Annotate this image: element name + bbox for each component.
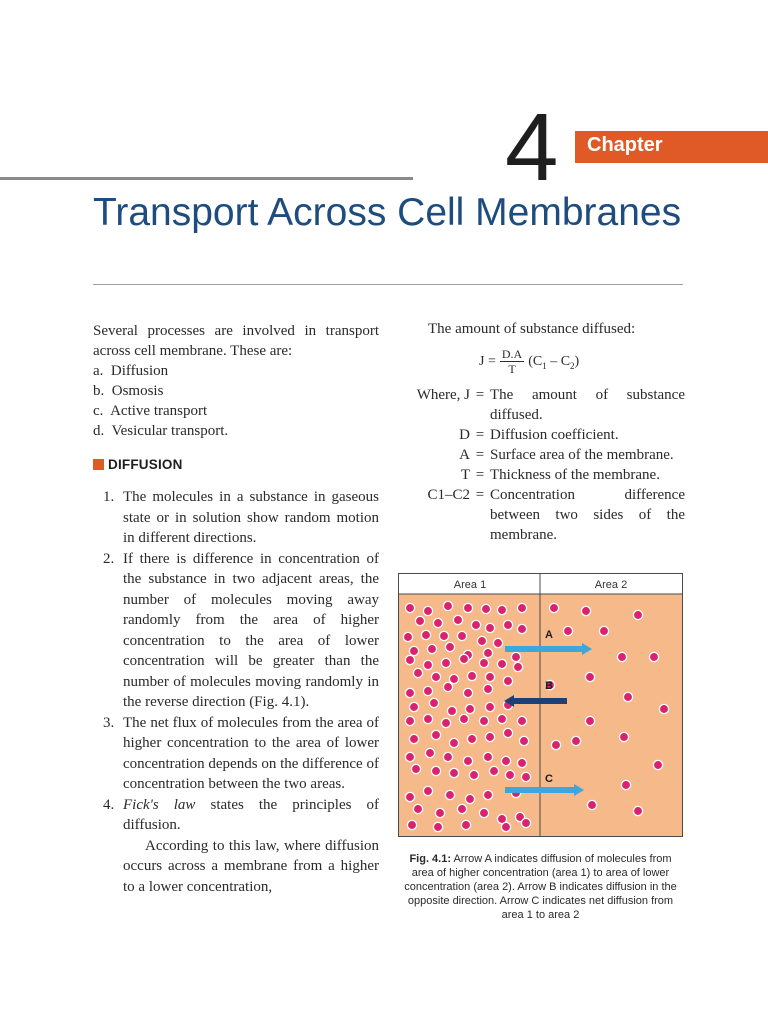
caption-label: Fig. 4.1:: [409, 853, 452, 865]
molecule-dot: [409, 646, 418, 655]
molecule-dot: [501, 756, 510, 765]
area-2-label: Area 2: [594, 579, 628, 591]
process-item: d. Vesicular transport.: [93, 423, 229, 439]
molecule-dot: [443, 682, 452, 691]
molecule-dot: [501, 822, 510, 831]
molecule-dot: [493, 638, 502, 647]
molecule-dot: [479, 808, 488, 817]
molecule-dot: [521, 818, 530, 827]
figure-caption: [398, 852, 683, 922]
definition-row: [398, 485, 685, 545]
molecule-dot: [497, 659, 506, 668]
definition-symbol: C1–C2: [427, 487, 470, 503]
arrow-a-label: A: [545, 629, 553, 641]
molecule-dot: [659, 704, 668, 713]
molecule-dot: [431, 730, 440, 739]
molecule-dot: [409, 734, 418, 743]
molecule-dot: [617, 652, 626, 661]
molecule-dot: [633, 806, 642, 815]
item-number: 3.: [103, 714, 115, 731]
molecule-dot: [449, 674, 458, 683]
definition-row: [398, 445, 685, 465]
item-number: 4.: [103, 796, 115, 813]
molecule-dot: [517, 603, 526, 612]
formula-fraction: [500, 348, 524, 376]
molecule-dot: [461, 820, 470, 829]
molecule-dot: [517, 624, 526, 633]
chapter-tab: [575, 131, 768, 163]
molecule-dot: [485, 672, 494, 681]
chapter-title: Transport Across Cell Membranes: [93, 191, 682, 234]
item-number: 2.: [103, 550, 115, 567]
equals-sign: =: [475, 427, 485, 443]
molecule-dot: [519, 736, 528, 745]
molecule-dot: [431, 672, 440, 681]
definition-row: [398, 425, 685, 445]
title-rule: [93, 284, 683, 285]
molecule-dot: [429, 698, 438, 707]
molecule-dot: [449, 768, 458, 777]
molecule-dot: [563, 626, 572, 635]
intro-block: [93, 321, 379, 441]
molecule-dot: [459, 714, 468, 723]
molecule-dot: [585, 716, 594, 725]
molecule-dot: [459, 654, 468, 663]
chapter-label: Chapter: [587, 134, 663, 156]
molecule-dot: [503, 728, 512, 737]
molecule-dot: [449, 738, 458, 747]
molecule-dot: [423, 660, 432, 669]
molecule-dot: [511, 652, 520, 661]
molecule-dot: [485, 732, 494, 741]
arrow-c-label: C: [545, 773, 553, 785]
molecule-dot: [445, 642, 454, 651]
molecule-dot: [465, 794, 474, 803]
molecule-dot: [463, 688, 472, 697]
list-item: [93, 795, 379, 836]
molecule-dot: [423, 714, 432, 723]
continuation-paragraph: According to this law, where diffusion occurs across a membrane from a higher to a lower concentration,: [123, 837, 379, 895]
definition-row: [398, 385, 685, 425]
diffusion-figure: [398, 573, 683, 837]
list-item: [93, 713, 379, 795]
arrow-b-label: B: [545, 680, 553, 692]
molecule-dot: [483, 684, 492, 693]
section-marker-icon: [93, 459, 104, 470]
process-item: c. Active transport: [93, 403, 208, 419]
definition-text: Diffusion coefficient.: [490, 427, 619, 443]
molecule-dot: [485, 623, 494, 632]
area-1-label: Area 1: [453, 579, 487, 591]
molecule-dot: [411, 764, 420, 773]
molecule-dot: [423, 686, 432, 695]
molecule-dot: [505, 770, 514, 779]
formula-rhs-close: ): [574, 353, 580, 369]
formula-sub-2: 2: [570, 360, 575, 371]
molecule-dot: [587, 800, 596, 809]
molecule-dot: [423, 786, 432, 795]
molecule-dot: [521, 772, 530, 781]
molecule-dot: [413, 668, 422, 677]
molecule-dot: [623, 692, 632, 701]
item-text: The molecules in a substance in gaseous state or in solution show random motion in different directions.: [123, 489, 379, 546]
list-item: [93, 487, 379, 549]
molecule-dot: [443, 752, 452, 761]
molecule-dot: [427, 644, 436, 653]
molecule-dot: [441, 718, 450, 727]
molecule-dot: [457, 804, 466, 813]
molecule-dot: [477, 636, 486, 645]
molecule-dot: [479, 716, 488, 725]
molecule-dot: [503, 620, 512, 629]
molecule-dot: [433, 822, 442, 831]
formula-sub-1: 1: [542, 360, 547, 371]
definition-text: Thickness of the membrane.: [490, 467, 660, 483]
molecule-dot: [445, 790, 454, 799]
molecule-dot: [551, 740, 560, 749]
molecule-dot: [447, 706, 456, 715]
molecule-dot: [581, 606, 590, 615]
caption-text: Arrow A indicates diffusion of molecules from area of higher concentration (area 1) to area of lower concentration (area 2). Arrow B indicates diffusion in the opposite direction. Arrow C indicates net diffusion from area 1 to area 2: [404, 853, 677, 921]
molecule-dot: [467, 671, 476, 680]
molecule-dot: [403, 632, 412, 641]
molecule-dot: [409, 702, 418, 711]
section-heading: [93, 457, 183, 472]
molecule-dot: [471, 620, 480, 629]
molecule-dot: [405, 655, 414, 664]
molecule-dot: [407, 820, 416, 829]
molecule-dot: [549, 603, 558, 612]
equals-sign: =: [475, 447, 485, 463]
molecule-dot: [405, 792, 414, 801]
molecule-dot: [443, 601, 452, 610]
molecule-dot: [415, 616, 424, 625]
equals-sign: =: [475, 487, 485, 503]
diffusion-points: [93, 487, 379, 897]
molecule-dot: [599, 626, 608, 635]
molecule-dot: [405, 688, 414, 697]
list-item: [93, 549, 379, 713]
molecule-dot: [435, 808, 444, 817]
item-text: states the principles of diffusion.: [123, 796, 379, 833]
process-item: a. Diffusion: [93, 363, 169, 379]
molecule-dot: [463, 756, 472, 765]
definition-symbol: T: [460, 467, 470, 483]
molecule-dot: [497, 605, 506, 614]
molecule-dot: [619, 732, 628, 741]
formula-intro: The amount of substance diffused:: [428, 321, 636, 337]
molecule-dot: [405, 752, 414, 761]
molecule-dot: [649, 652, 658, 661]
formula-definitions: [398, 385, 685, 545]
molecule-dot: [483, 752, 492, 761]
molecule-dot: [441, 658, 450, 667]
formula-denominator: T: [508, 362, 516, 376]
section-title: DIFFUSION: [108, 457, 183, 472]
molecule-dot: [421, 630, 430, 639]
definition-row: [398, 465, 685, 485]
molecule-dot: [517, 716, 526, 725]
chapter-number: 4: [505, 94, 559, 201]
ficks-formula: [479, 348, 579, 376]
molecule-dot: [405, 603, 414, 612]
item-text: If there is difference in concentration of the substance in two adjacent areas, the number of molecules moving away randomly from the area of higher concentration to the area of lower concentration will be greater than the number of molecules moving randomly in the reverse direction (Fig. 4.1).: [123, 550, 379, 710]
molecule-dot: [439, 631, 448, 640]
definition-text: Surface area of the membrane.: [490, 447, 674, 463]
equals-sign: =: [475, 387, 485, 403]
item-number: 1.: [103, 489, 115, 505]
molecule-dot: [423, 606, 432, 615]
definition-symbol: D: [459, 427, 470, 443]
molecule-dot: [485, 702, 494, 711]
process-item: b. Osmosis: [93, 383, 164, 399]
molecule-dot: [457, 631, 466, 640]
molecule-dot: [503, 676, 512, 685]
header-rule: [0, 177, 413, 180]
process-list: [93, 361, 379, 441]
molecule-dot: [483, 648, 492, 657]
molecule-dot: [413, 804, 422, 813]
formula-lhs: J =: [479, 354, 496, 369]
formula-rhs-open: (C: [528, 353, 543, 369]
molecule-dot: [489, 766, 498, 775]
definition-symbol: Where, J: [416, 387, 470, 403]
formula-rhs: [528, 354, 579, 371]
molecule-dot: [483, 790, 492, 799]
intro-text: Several processes are involved in transport across cell membrane. These are:: [93, 323, 379, 359]
molecule-dot: [425, 748, 434, 757]
item-text: The net flux of molecules from the area of higher concentration to the area of lower concentration depends on the difference of concentration between the two areas.: [123, 714, 379, 792]
molecule-dot: [517, 758, 526, 767]
equals-sign: =: [475, 467, 485, 483]
molecule-dot: [633, 610, 642, 619]
molecule-dot: [433, 618, 442, 627]
molecule-dot: [465, 704, 474, 713]
definition-text: The amount of substance diffused.: [490, 387, 685, 423]
molecule-dot: [481, 604, 490, 613]
molecule-dot: [653, 760, 662, 769]
molecule-dot: [571, 736, 580, 745]
definition-symbol: A: [459, 447, 470, 463]
molecule-dot: [467, 734, 476, 743]
molecule-dot: [621, 780, 630, 789]
molecule-dot: [405, 716, 414, 725]
molecule-dot: [453, 615, 462, 624]
molecule-dot: [463, 603, 472, 612]
molecule-dot: [479, 658, 488, 667]
molecule-dot: [585, 672, 594, 681]
ficks-law-term: Fick's law: [123, 796, 196, 813]
definition-text: Concentration difference between two sides of the membrane.: [490, 487, 685, 543]
formula-rhs-mid: – C: [546, 353, 571, 369]
formula-numerator: D.A: [501, 347, 523, 361]
molecule-dot: [513, 662, 522, 671]
molecule-dot: [497, 714, 506, 723]
molecule-dot: [469, 770, 478, 779]
molecule-dot: [431, 766, 440, 775]
